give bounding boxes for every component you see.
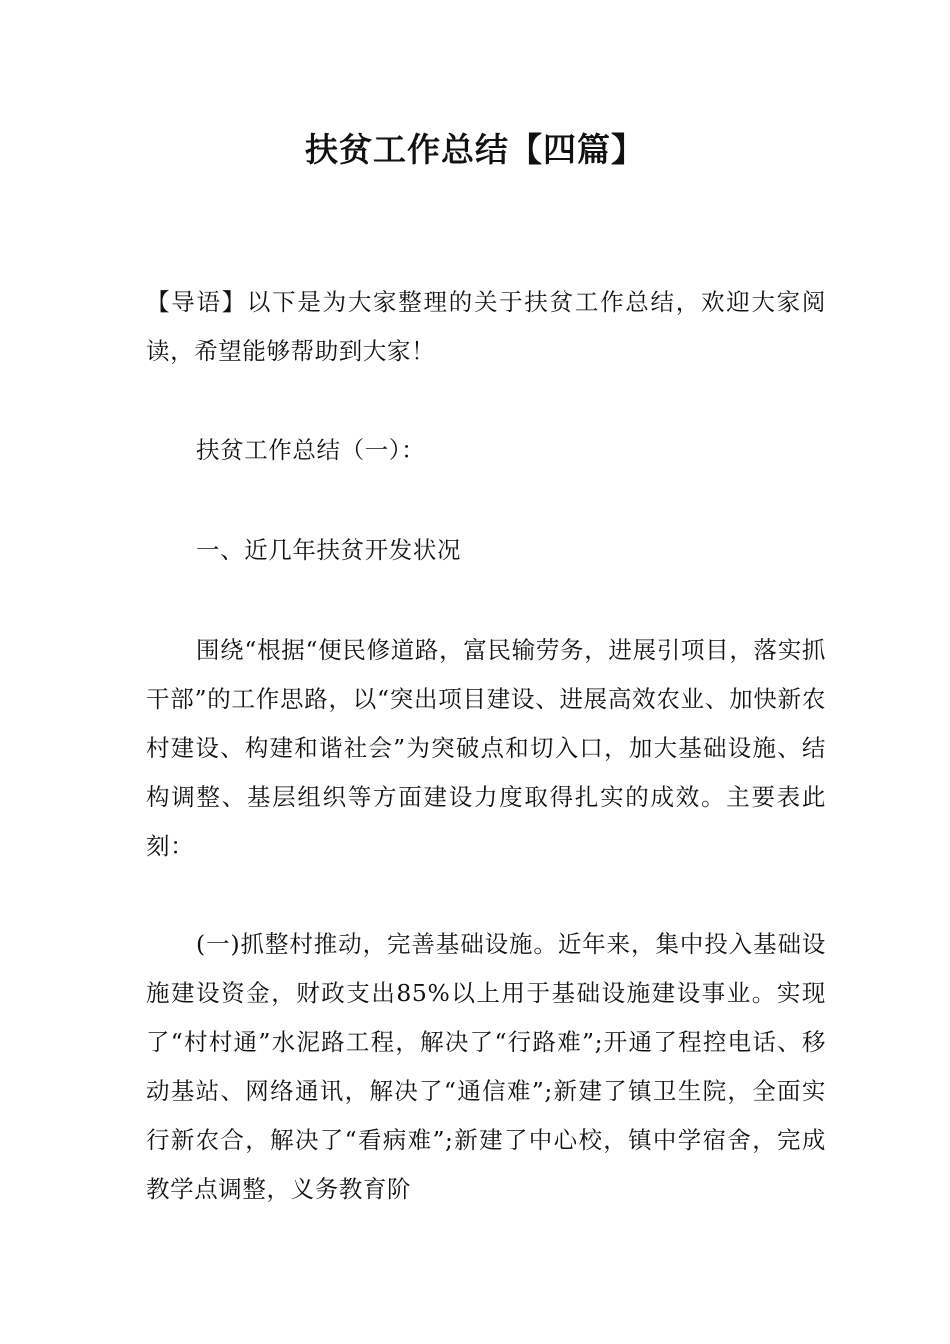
document-title: 扶贫工作总结【四篇】 xyxy=(305,130,645,169)
intro-paragraph: 【导语】以下是为大家整理的关于扶贫工作总结，欢迎大家阅读，希望能够帮助到大家！ xyxy=(146,288,826,365)
body-paragraph-1: 围绕“根据“便民修道路，富民输劳务，进展引项目，落实抓干部”的工作思路，以“突出项目建设、进展高效农业、加快新农村建设、构建和谐社会”为突破点和切入口，加大基础设施、结构调整、基层组织等方面建设力度取得扎实的成效。主要表此刻： xyxy=(146,636,826,860)
section-heading: 扶贫工作总结（一）： xyxy=(196,436,426,464)
subsection-heading: 一、近几年扶贫开发状况 xyxy=(196,536,462,564)
body-paragraph-2: (一)抓整村推动，完善基础设施。近年来，集中投入基础设施建设资金，财政支出85%以上用于基础设施建设事业。实现了“村村通”水泥路工程，解决了“行路难”;开通了程控电话、移动基站、网络通讯，解决了“通信难”;新建了镇卫生院，全面实行新农合，解决了“看病难”;新建了中心校，镇中学宿舍，完成教学点调整，义务教育阶 xyxy=(146,930,826,1203)
